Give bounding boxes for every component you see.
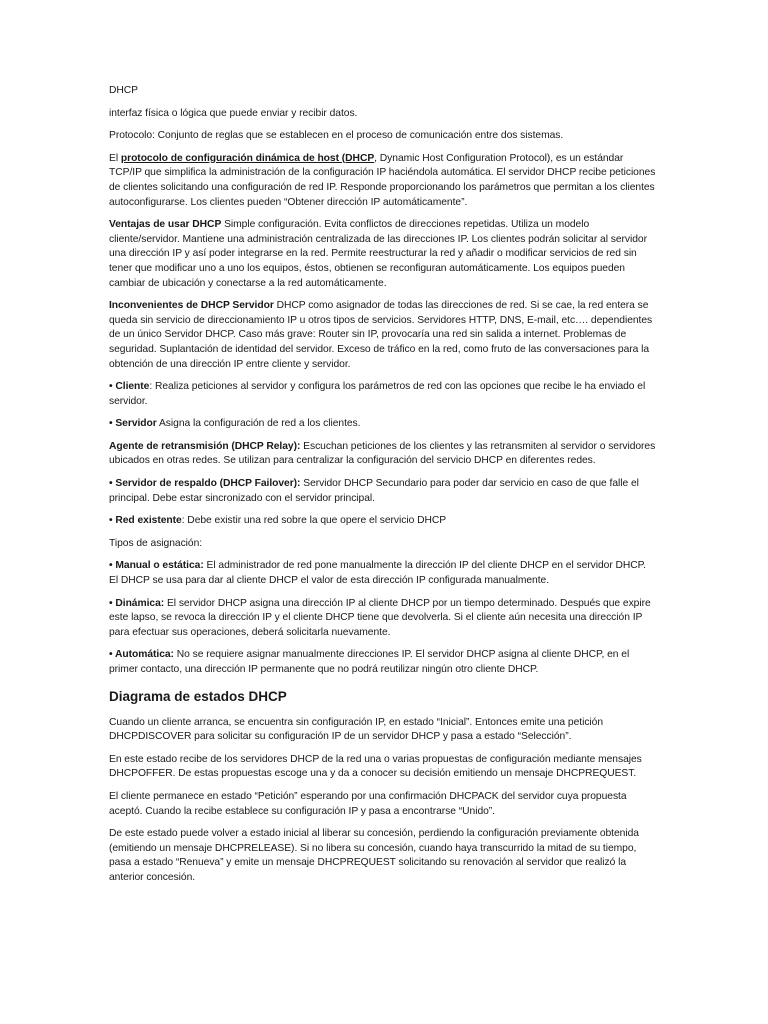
para-relay [109,440,657,469]
inconvenientes-label: Inconvenientes de DHCP Servidor [109,300,274,312]
para-cliente [109,380,657,409]
automatica-label: • Automática: [109,649,174,661]
document-page [109,84,657,894]
failover-text: Servidor DHCP Secundario para poder dar servicio en caso de que falle el principal. Debe estar sincronizado con el servidor principal. [109,478,639,504]
red-text: : Debe existir una red sobre la que opere el servicio DHCP [181,515,447,527]
ventajas-label: Ventajas de usar DHCP [109,219,222,231]
servidor-text: Asigna la configuración de red a los clientes. [156,418,361,430]
para-tipos: Tipos de asignación: [109,537,203,549]
manual-label: • Manual o estática: [109,560,204,572]
dinamica-label: • Dinámica: [109,597,165,609]
inconvenientes-text: DHCP como asignador de todas las direcciones de red. Si se cae, la red entera se queda sin servicio de direccionamiento IP u otros tipos de servicios. Servidores HTTP, DNS, E-mail, etc…. dependientes de un único Servidor DHCP. Caso más grave: Router sin IP, provocaría una red sin salida a internet. Problemas de seguridad. Suplantación de identidad del servidor. Exceso de tráfico en la red, como fruto de las conversaciones para la obtención de una dirección IP entre cliente y servidor. [109,300,653,370]
para-protocolo: Protocolo: Conjunto de reglas que se establecen en el proceso de comunicación entre dos sistemas. [109,130,564,142]
def-prefix: El [109,152,121,164]
cliente-text: : Realiza peticiones al servidor y configura los parámetros de red con las opciones que recibe le ha enviado el servidor. [109,381,646,407]
relay-label: Agente de retransmisión (DHCP Relay): [109,440,301,452]
manual-text: El administrador de red pone manualmente la dirección IP del cliente DHCP en el servidor DHCP. El DHCP se usa para dar al cliente DHCP el valor de esta dirección IP configurada manualmente. [109,560,646,587]
cliente-label: • Cliente [109,381,150,393]
para-estado-peticion: El cliente permanece en estado “Petición” esperando por una confirmación DHCPACK del servidor cuya propuesta aceptó. Cuando la recibe establece su configuración IP y pasa a encontrarse “Unido”. [109,790,627,817]
para-interfaz: interfaz física o lógica que puede enviar y recibir datos. [109,107,358,119]
red-bullet: • [109,515,113,527]
servidor-label: • Servidor [109,418,157,430]
relay-text: Escuchan peticiones de los clientes y las retransmiten al servidor o servidores ubicados en otras redes. Se utilizan para centralizar la configuración del servicio DHCP en diferentes redes. [109,440,656,467]
automatica-text: No se requiere asignar manualmente direcciones IP. El servidor DHCP asigna al cliente DHCP, en el primer contacto, una dirección IP permanente que no podrá reutilizar ningún otro cliente DHCP. [109,649,630,675]
ventajas-text: Simple configuración. Evita conflictos de direcciones repetidas. Utiliza un modelo cliente/servidor. Mantiene una administración centralizada de las direcciones IP. Los clientes podrán solicitar al servidor una dirección IP y así poder integrarse en la red. Permite reestructurar la red y añadir o modificar servicios de red sin tener que modificar uno a uno los equipos, éstos, obtienen se reconfiguran automáticamente. Los equipos pueden cambiar de ubicación y conectarse a la red automáticamente. [109,219,647,289]
dinamica-text: El servidor DHCP asigna una dirección IP al cliente DHCP por un tiempo determinado. Después que expire este lapso, se revoca la dirección IP y el cliente DHCP tiene que devolverla. Si el cliente aún necesita una dirección IP para efectuar sus operaciones, deberá solicitarla nuevamente. [109,597,651,638]
para-inconvenientes [109,299,657,372]
para-estado-seleccion: En este estado recibe de los servidores DHCP de la red una o varias propuestas de configuración mediante mensajes DHCPOFFER. De estas propuestas escoge una y da a conocer su decisión emitiendo un mensaje DHCPREQUEST. [109,753,642,780]
red-label: Red existente [112,515,182,527]
failover-label: Servidor de respaldo (DHCP Failover): [112,478,301,490]
para-dinamica [109,597,657,641]
def-text: , Dynamic Host Configuration Protocol), es un estándar TCP/IP que simplifica la administración de la configuración IP haciéndola automática. El servidor DHCP recibe peticiones de clientes solicitando una configuración de red IP. Responde proporcionando los parámetros que permitan a los clientes autoconfigurarse. Los clientes pueden “Obtener dirección IP automáticamente”. [109,152,656,208]
para-manual [109,559,657,588]
para-estado-inicial: Cuando un cliente arranca, se encuentra sin configuración IP, en estado “Inicial”. Entonces emite una petición DHCPDISCOVER para solicitar su configuración IP de un servidor DHCP y pasa a estado “Selección”. [109,716,604,743]
para-servidor [109,417,657,432]
para-ventajas [109,218,657,291]
failover-bullet: • [109,478,113,490]
para-automatica [109,648,657,677]
para-definicion [109,152,657,210]
para-estado-renueva: De este estado puede volver a estado inicial al liberar su concesión, perdiendo la configuración previamente obtenida (emitiendo un mensaje DHCPRELEASE). Si no libera su concesión, cuando haya transcurrido la mitad de su tiempo, pasa a estado “Renueva” y emite un mensaje DHCPREQUEST solicitando su renovación al servidor que realizó la anterior concesión. [109,828,639,883]
def-link: protocolo de configuración dinámica de host (DHCP [120,152,375,164]
doc-title: DHCP [109,85,138,96]
para-red-existente [109,514,657,529]
heading-diagrama-estados: Diagrama de estados DHCP [109,688,287,704]
para-failover [109,477,657,506]
